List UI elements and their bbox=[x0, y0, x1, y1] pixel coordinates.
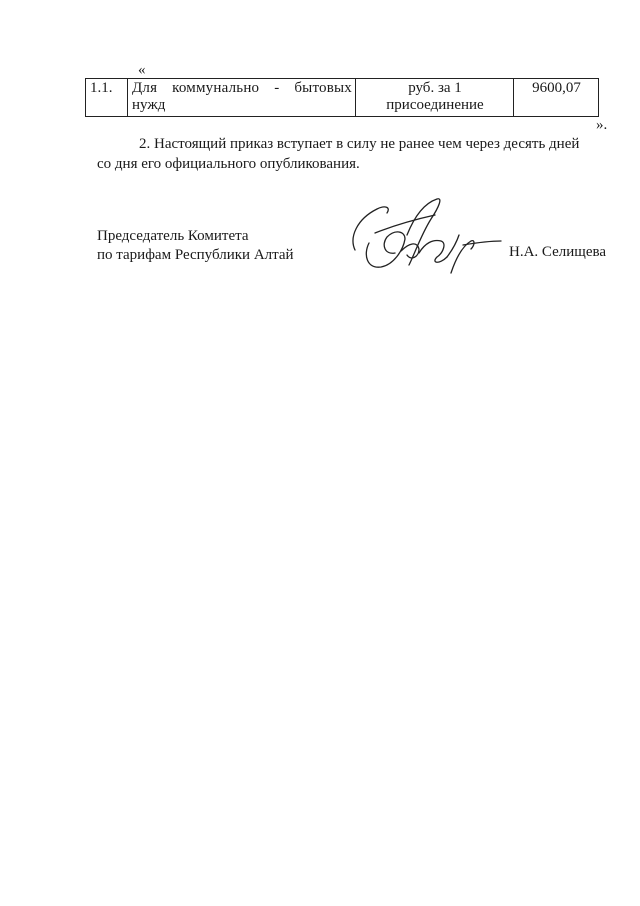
description-word: коммунально bbox=[172, 80, 260, 96]
row-description-cell bbox=[128, 79, 356, 117]
row-unit-cell bbox=[356, 79, 514, 117]
handwritten-signature-icon bbox=[345, 195, 505, 280]
unit-line-1: руб. за 1 bbox=[408, 80, 462, 96]
description-line-1 bbox=[132, 80, 352, 97]
description-word: бытовых bbox=[294, 80, 352, 96]
signer-name: Н.А. Селищева bbox=[509, 244, 607, 260]
paragraph-line-2: со дня его официального опубликования. bbox=[97, 156, 360, 172]
closing-quote: ». bbox=[596, 117, 608, 133]
description-word: - bbox=[274, 80, 280, 96]
description-word: Для bbox=[132, 80, 158, 96]
signer-title bbox=[97, 227, 294, 265]
paragraph-item-2 bbox=[97, 134, 597, 174]
row-number: 1.1. bbox=[90, 80, 113, 96]
table-row bbox=[86, 79, 599, 117]
row-number-cell bbox=[86, 79, 128, 117]
description-line-2: нужд bbox=[132, 97, 166, 113]
unit-line-2: присоединение bbox=[386, 97, 484, 113]
signer-title-line-2: по тарифам Республики Алтай bbox=[97, 247, 294, 263]
opening-quote: « bbox=[138, 62, 146, 78]
tariff-table bbox=[85, 78, 599, 117]
row-value-cell bbox=[514, 79, 599, 117]
row-value: 9600,07 bbox=[532, 80, 581, 96]
signer-title-line-1: Председатель Комитета bbox=[97, 228, 249, 244]
paragraph-line-1: 2. Настоящий приказ вступает в силу не ранее чем через десять дней bbox=[139, 136, 580, 152]
